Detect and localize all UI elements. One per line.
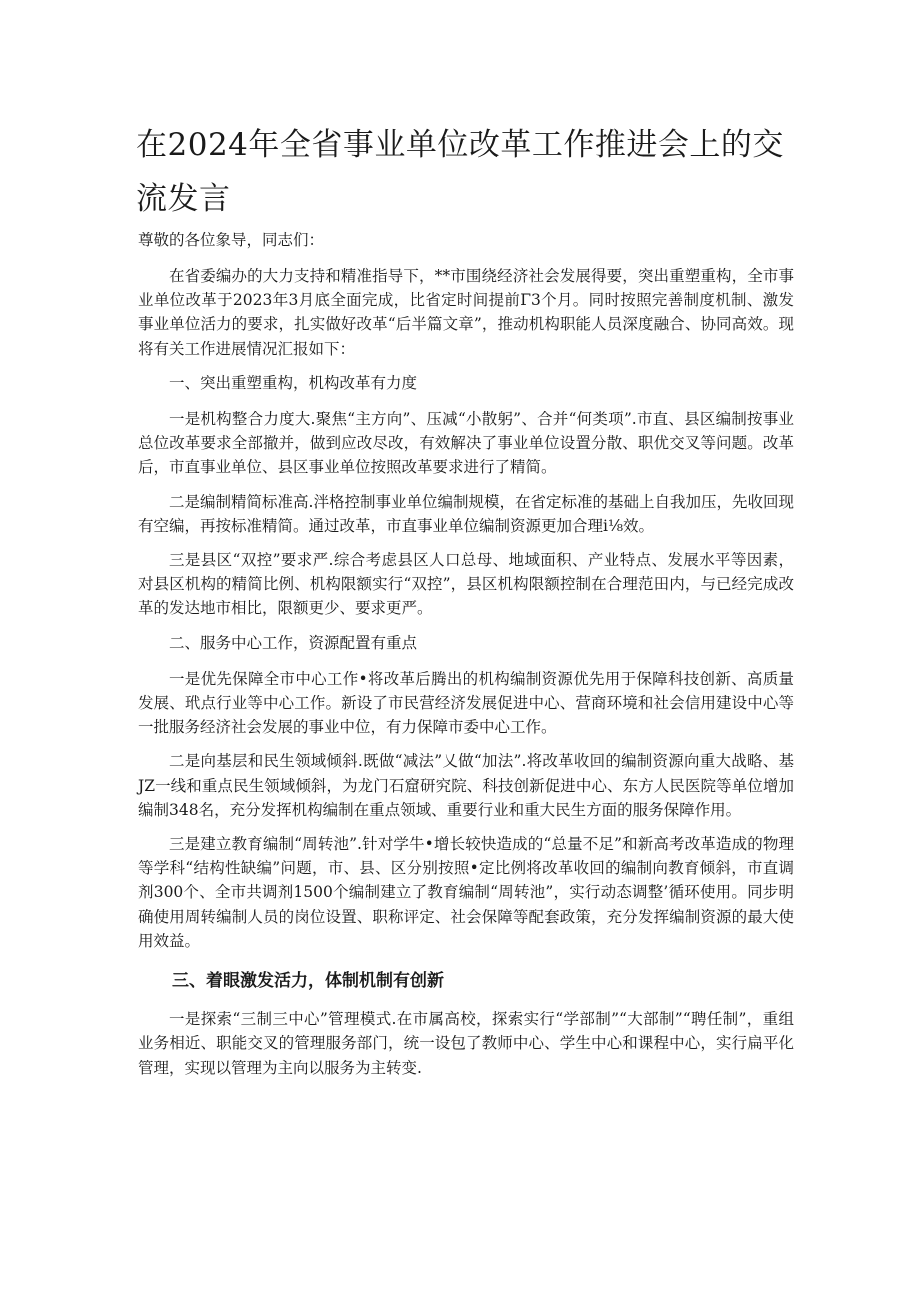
section-heading-2: 二、服务中心工作，资源配置有重点 bbox=[169, 633, 418, 652]
section-heading-3: 三、着眼激发活力，体制机制有创新 bbox=[172, 971, 444, 992]
body-paragraph: 一是探索“三制三中心”管理模式.在市属高校，探索实行“学部制”“大部制”“聘任制”，重组业务相近、职能交叉的管理服务部门，统一设包了教师中心、学生中心和课程中心，实行扁平化管理，实现以管理为主向以服务为主转变. bbox=[138, 1010, 794, 1077]
salutation: 尊敬的各位象导，同志们： bbox=[138, 231, 325, 249]
body-paragraph: 三是建立教育编制“周转池”.针对学牛•增长较快造成的“总量不足”和新高考改革造成的物理等学科“结构性缺编”问题，市、县、区分别按照•定比例将改革收回的编制向教育倾斜，市直调剂300个、全市共调剂1500个编制建立了教育编制“周转池”，实行动态调整’循环使用。同步明确使用周转编制人员的岗位设置、职称评定、社会保障等配套政策，充分发挥编制资源的最大使用效益。 bbox=[138, 835, 794, 950]
body-paragraph: 三是县区“双控”要求严.综合考虑县区人口总母、地域面积、产业特点、发展水平等因素，对县区机构的精简比例、机构限额实行“双控”，县区机构限额控制在合理范田内，与已经完成改革的发达地市相比，限额更少、要求更严。 bbox=[138, 551, 794, 618]
body-paragraph: 一是机构整合力度大.聚焦“主方向”、压减“小散躬”、合并“何类项”.市直、县区编制按事业总位改革要求全部撤并，做到应改尽改，有效解决了事业单位设置分散、职优交叉等问题。改革后，市直事业单位、县区事业单位按照改革要求进行了精简。 bbox=[138, 410, 794, 477]
body-paragraph: 二是编制精简标准高.泮格控制事业单位编制规模，在省定标准的基础上自我加压，先收回现有空编，再按标准精简。通过改革，市直事业单位编制资源更加合理i⅛效。 bbox=[138, 492, 794, 535]
document-body bbox=[138, 264, 794, 1090]
section-heading-1: 一、突出重塑重构，机构改革有力度 bbox=[169, 373, 418, 392]
document-title: 在2024年全省事业单位改革工作推进会上的交流发言 bbox=[136, 127, 784, 217]
intro-paragraph: 在省委编办的大力支持和精准指导下，**市围绕经济社会发展得要，突出重塑重构，全市事业单位改革于2023年3月底全面完成，比省定时间提前Γ3个月。同时按照完善制度机制、激发事业单位活力的要求，扎实做好改革“后半篇文章”，推动机构职能人员深度融合、协同高效。现将有关工作进展情况汇报如下： bbox=[138, 267, 794, 358]
body-paragraph: 一是优先保障全市中心工作•将改革后腾出的机构编制资源优先用于保障科技创新、高质量发展、玳点行业等中心工作。新设了市民营经济发展促进中心、营商环境和社会信用建设中心等一批服务经济社会发展的事业中位，有力保障市委中心工作。 bbox=[138, 669, 794, 737]
body-paragraph: 二是向基层和民生领域倾斜.既做“减法”乂做“加法”.将改革收回的编制资源向重大战略、基JZ一线和重点民生领域倾斜，为龙门石窟研究院、科技创新促进中心、东方人民医院等单位增加编制348名，充分发挥机构编制在重点领域、重要行业和重大民生方面的服务保障作用。 bbox=[138, 752, 794, 819]
